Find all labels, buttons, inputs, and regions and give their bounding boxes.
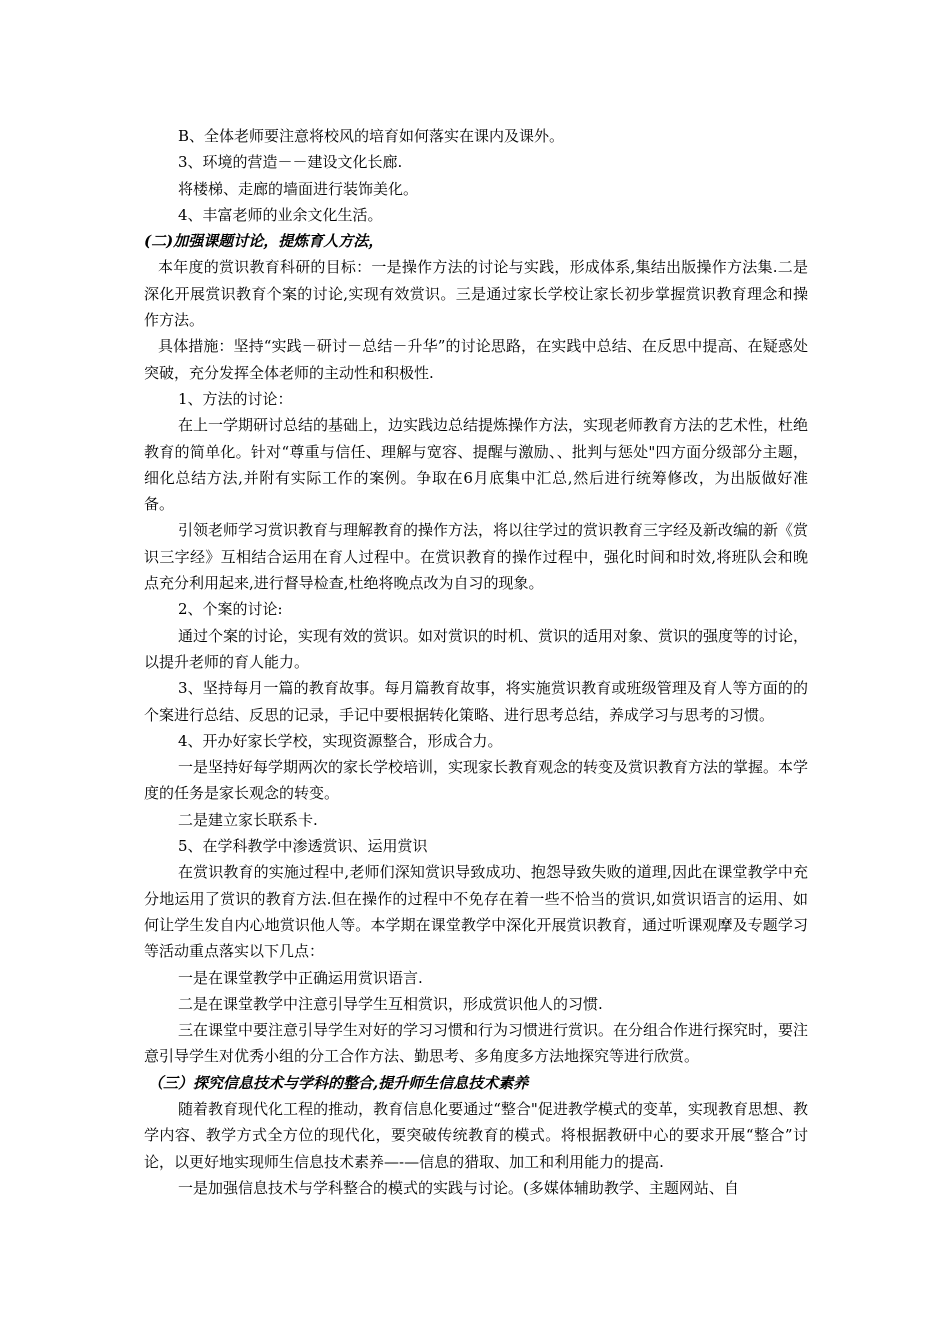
paragraph: 5、在学科教学中渗透赏识、运用赏识 xyxy=(178,837,428,856)
paragraph: 3、坚持每月一篇的教育故事。每月篇教育故事，将实施赏识教育或班级管理及育人等方面的的个案进行总结、反思的记录，手记中要根据转化策略、进行思考总结，养成学习与思考的习惯。 xyxy=(144,679,808,724)
paragraph: B、全体老师要注意将校风的培育如何落实在课内及课外。 xyxy=(178,127,565,145)
paragraph: 具体措施：坚持“实践－研讨－总结－升华”的讨论思路，在实践中总结、在反思中提高、在疑惑处突破，充分发挥全体老师的主动性和积极性. xyxy=(144,337,808,382)
paragraph: 将楼梯、走廊的墙面进行装饰美化。 xyxy=(178,179,419,198)
paragraph: 2、个案的讨论: xyxy=(178,600,283,619)
paragraph: 4、开办好家长学校，实现资源整合，形成合力。 xyxy=(178,731,503,750)
paragraph: 通过个案的讨论，实现有效的赏识。如对赏识的时机、赏识的适用对象、赏识的强度等的讨论，以提升老师的育人能力。 xyxy=(144,626,809,671)
paragraph: 引领老师学习赏识教育与理解教育的操作方法，将以往学过的赏识教育三字经及新改编的新《赏识三字经》互相结合运用在育人过程中。在赏识教育的操作过程中，强化时间和时效,将班队会和晚点充分利用起来,进行督导检查,杜绝将晚点改为自习的现象。 xyxy=(144,521,809,593)
paragraph: 在上一学期研讨总结的基础上，边实践边总结提炼操作方法，实现老师教育方法的艺术性，杜绝教育的简单化。针对“尊重与信任、理解与宽容、提醒与激励、、批判与惩处"四方面分级部分主题，细化总结方法,并附有实际工作的案例。争取在6月底集中汇总,然后进行统筹修改，为出版做好准备。 xyxy=(144,416,809,514)
paragraph: 二是在课堂教学中注意引导学生互相赏识，形成赏识他人的习惯. xyxy=(178,994,603,1013)
paragraph: 本年度的赏识教育科研的目标：一是操作方法的讨论与实践，形成体系,集结出版操作方法集.二是深化开展赏识教育个案的讨论,实现有效赏识。三是通过家长学校让家长初步掌握赏识教育理念和操作方法。 xyxy=(144,258,808,330)
paragraph: 二是建立家长联系卡. xyxy=(178,810,318,829)
paragraph: 一是在课堂教学中正确运用赏识语言. xyxy=(178,968,423,987)
section-heading: (二)加强课题讨论，提炼育人方法， xyxy=(144,232,384,251)
paragraph: 1、方法的讨论： xyxy=(178,389,293,408)
paragraph: 三在课堂中要注意引导学生对好的学习习惯和行为习惯进行赏识。在分组合作进行探究时，要注意引导学生对优秀小组的分工合作方法、勤思考、多角度多方法地探究等进行欣赏。 xyxy=(144,1021,809,1066)
section-heading: （三）探究信息技术与学科的整合,提升师生信息技术素养 xyxy=(148,1073,529,1092)
paragraph: 随着教育现代化工程的推动，教育信息化要通过“整合"促进教学模式的变革，实现教育思想、教学内容、教学方式全方位的现代化，要突破传统教育的模式。将根据教研中心的要求开展“整合”讨论，以更好地实现师生信息技术素养—-—信息的猎取、加工和利用能力的提高. xyxy=(144,1099,808,1171)
paragraph: 一是加强信息技术与学科整合的模式的实践与讨论。(多媒体辅助教学、主题网站、自 xyxy=(178,1178,739,1197)
paragraph: 在赏识教育的实施过程中,老师们深知赏识导致成功、抱怨导致失败的道理,因此在课堂教学中充分地运用了赏识的教育方法.但在操作的过程中不免存在着一些不恰当的赏识,如赏识语言的运用、如何让学生发自内心地赏识他人等。本学期在课堂教学中深化开展赏识教育，通过听课观摩及专题学习等活动重点落实以下几点： xyxy=(144,863,808,961)
paragraph: 一是坚持好每学期两次的家长学校培训，实现家长教育观念的转变及赏识教育方法的掌握。本学度的任务是家长观念的转变。 xyxy=(144,758,809,803)
paragraph: 4、丰富老师的业余文化生活。 xyxy=(178,205,383,224)
paragraph: 3、环境的营造－－建设文化长廊. xyxy=(178,153,403,172)
document-page xyxy=(144,123,808,1201)
